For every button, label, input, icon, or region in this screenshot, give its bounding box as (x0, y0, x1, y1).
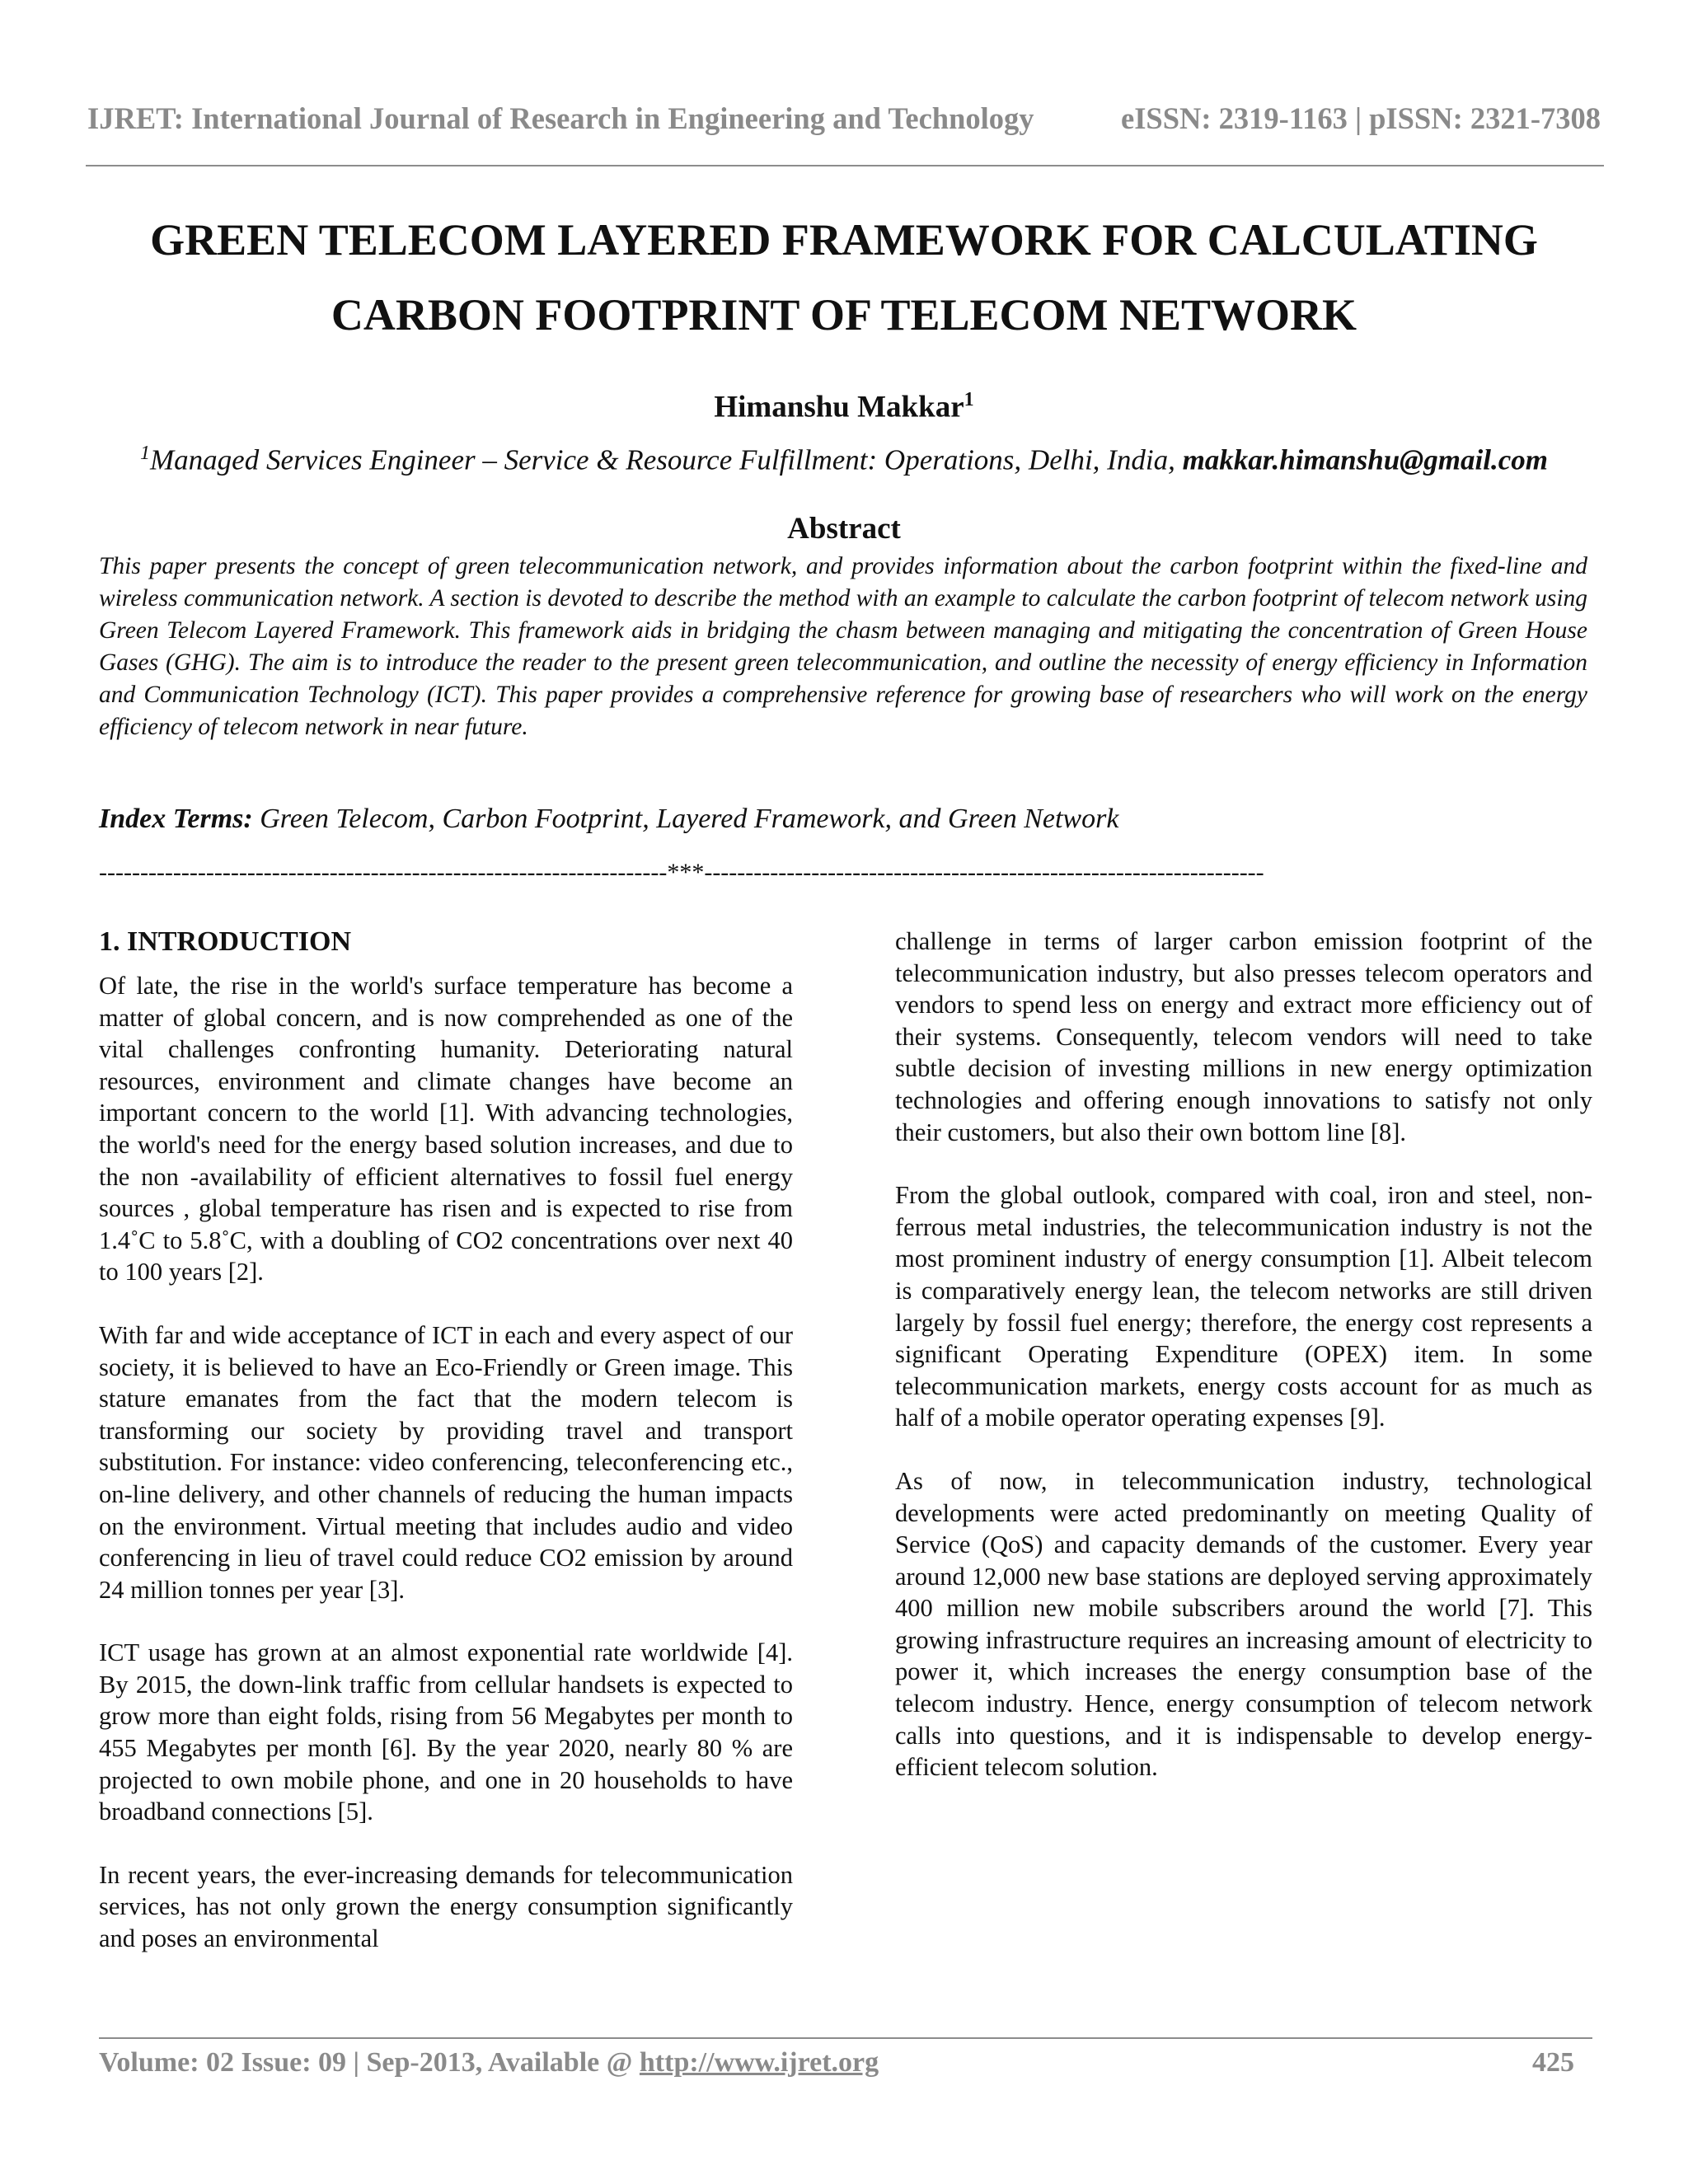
affiliation-text: Managed Services Engineer – Service & Resource Fulfillment: Operations, Delhi, India, (150, 443, 1183, 476)
index-terms-text: Green Telecom, Carbon Footprint, Layered Framework, and Green Network (252, 804, 1119, 834)
left-column (99, 926, 793, 1986)
body-paragraph: Of late, the rise in the world's surface temperature has become a matter of global concern, and is now comprehended as one of the vital challenges confronting humanity. Deteriorating natural resources, environment and climate changes have become an important concern to the world [1]. With advancing technologies, the world's need for the energy based solution increases, and due to the non -availability of efficient alternatives to fossil fuel energy sources , global temperature has risen and is expected to rise from 1.4˚C to 5.8˚C, with a doubling of CO2 concentrations over next 40 to 100 years [2]. (99, 972, 793, 1286)
section-separator: ---------------------------------------------------------------------***-------------------------------------------------------------------- (99, 859, 1264, 886)
header-divider (86, 165, 1604, 166)
author (82, 389, 1606, 424)
page-number: 425 (1532, 2047, 1574, 2078)
affiliation-superscript: 1 (140, 443, 151, 464)
running-header (87, 101, 1601, 136)
footer-issue (99, 2047, 879, 2079)
body-paragraph: From the global outlook, compared with coal, iron and steel, non-ferrous metal industries, the telecommunication industry is not the most prominent industry of energy consumption [1]. Albeit telecom is comparatively energy lean, the telecom networks are still driven largely by fossil fuel energy; therefore, the energy cost represents a significant Operating Expenditure (OPEX) item. In some telecommunication markets, energy costs account for as much as half of a mobile operator operating expenses [9]. (895, 1181, 1592, 1432)
author-superscript: 1 (964, 389, 974, 410)
abstract-text: This paper presents the concept of green telecommunication network, and provides information about the carbon footprint within the fixed-line and wireless communication network. A section is devoted to describe the method with an example to calculate the carbon footprint of telecom network using Green Telecom Layered Framework. This framework aids in bridging the chasm between managing and mitigating the concentration of Green House Gases (GHG). The aim is to introduce the reader to the present green telecommunication, and outline the necessity of energy efficiency in Information and Communication Technology (ICT). This paper provides a comprehensive reference for growing base of researchers who will work on the energy efficiency of telecom network in near future. (99, 553, 1588, 740)
journal-name: IJRET: International Journal of Research in Engineering and Technology (87, 101, 1034, 135)
index-terms (99, 804, 1587, 835)
body-paragraph: With far and wide acceptance of ICT in each and every aspect of our society, it is believed to have an Eco-Friendly or Green image. This stature emanates from the fact that the modern telecom is transforming our society by providing travel and transport substitution. For instance: video conferencing, teleconferencing etc., on-line delivery, and other channels of reducing the human impacts on the environment. Virtual meeting that includes audio and video conferencing in lieu of travel could reduce CO2 emission by around 24 million tonnes per year [3]. (99, 1320, 793, 1604)
title-line-1: GREEN TELECOM LAYERED FRAMEWORK FOR CALCULATING (150, 215, 1538, 265)
journal-link[interactable]: http://www.ijret.org (639, 2047, 879, 2078)
affiliation (82, 443, 1606, 477)
footer-issue-text: Volume: 02 Issue: 09 | Sep-2013, Available @ (99, 2047, 640, 2078)
footer-divider (99, 2037, 1592, 2039)
page-footer (99, 2047, 1574, 2079)
paper-title (82, 203, 1606, 353)
issn-info: eISSN: 2319-1163 | pISSN: 2321-7308 (1121, 101, 1601, 135)
right-column (895, 926, 1592, 1815)
abstract-heading: Abstract (787, 512, 901, 546)
body-paragraph: challenge in terms of larger carbon emission footprint of the telecommunication industry, but also presses telecom operators and vendors to spend less on energy and extract more efficiency out of their systems. Consequently, telecom vendors will need to take subtle decision of investing millions in new energy optimization technologies and offering enough innovations to satisfy not only their customers, but also their own bottom line [8]. (895, 927, 1592, 1146)
title-line-2: CARBON FOOTPRINT OF TELECOM NETWORK (331, 290, 1357, 340)
author-name: Himanshu Makkar (714, 390, 964, 424)
body-paragraph: In recent years, the ever-increasing demands for telecommunication services, has not only grown the energy consumption significantly and poses an environmental (99, 1860, 793, 1953)
index-terms-label: Index Terms: (99, 804, 253, 834)
author-email[interactable]: makkar.himanshu@gmail.com (1182, 443, 1548, 476)
section-heading-introduction: 1. INTRODUCTION (99, 926, 352, 957)
body-paragraph: As of now, in telecommunication industry, technological developments were acted predominantly on meeting Quality of Service (QoS) and capacity demands of the customer. Every year around 12,000 new base stations are deployed serving approximately 400 million new mobile subscribers around the world [7]. This growing infrastructure requires an increasing amount of electricity to power it, which increases the energy consumption base of the telecom industry. Hence, energy consumption of telecom network calls into questions, and it is indispensable to develop energy-efficient telecom solution. (895, 1466, 1592, 1782)
body-paragraph: ICT usage has grown at an almost exponential rate worldwide [4]. By 2015, the down-link traffic from cellular handsets is expected to grow more than eight folds, rising from 56 Megabytes per month to 455 Megabytes per month [6]. By the year 2020, nearly 80 % are projected to own mobile phone, and one in 20 households to have broadband connections [5]. (99, 1638, 793, 1826)
